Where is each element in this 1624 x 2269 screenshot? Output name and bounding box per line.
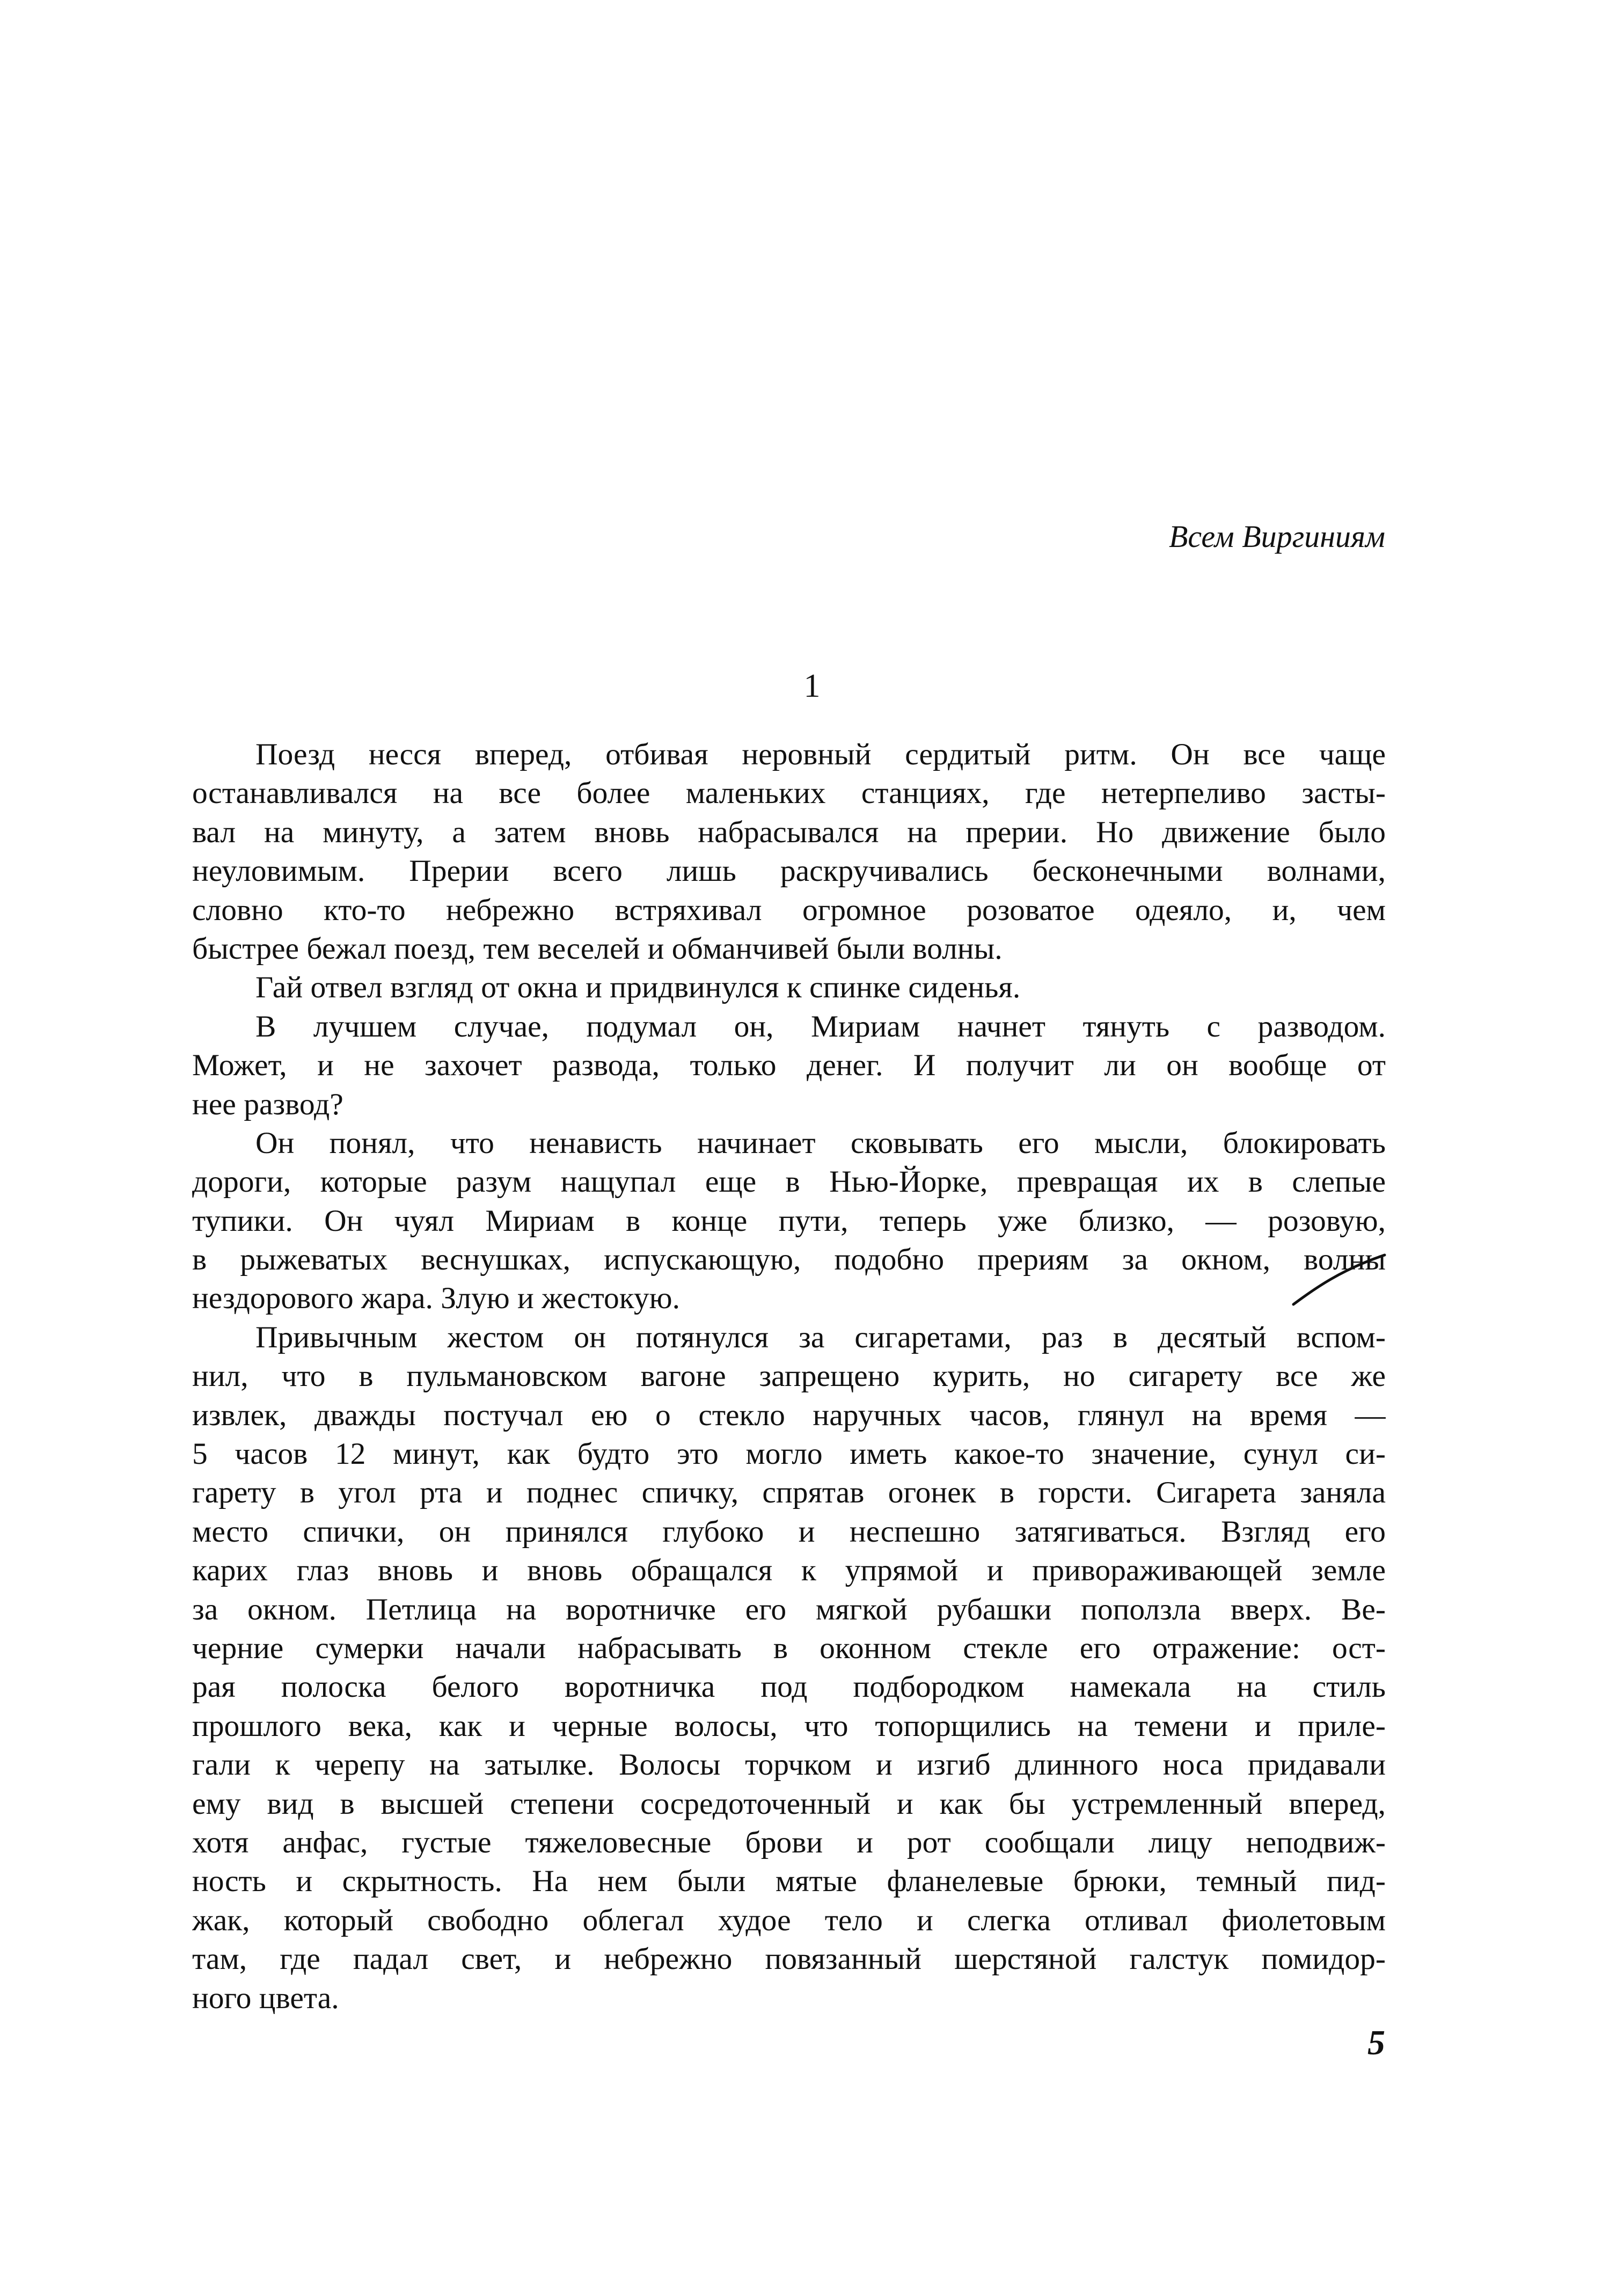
text-line: место спички, он принялся глубоко и неспешно затягиваться. Взгляд его <box>192 1514 1386 1549</box>
text-line: нил, что в пульмановском вагоне запрещено курить, но сигарету все же <box>192 1359 1386 1393</box>
text-line: прошлого века, как и черные волосы, что топорщились на темени и приле- <box>192 1709 1386 1743</box>
paragraph <box>192 968 1386 1007</box>
text-line: жак, который свободно облегал худое тело и слегка отливал фиолетовым <box>192 1903 1386 1937</box>
paragraph <box>192 1124 1386 1318</box>
text-line: рая полоска белого воротничка под подбородком намекала на стиль <box>192 1670 1386 1704</box>
text-line: В лучшем случае, подумал он, Мириам начнет тянуть с разводом. <box>255 1009 1386 1044</box>
text-line: ность и скрытность. На нем были мятые фланелевые брюки, темный пид- <box>192 1864 1386 1899</box>
text-line: словно кто-то небрежно встряхивал огромное розоватое одеяло, и, чем <box>192 893 1386 927</box>
text-line: ного цвета. <box>192 1981 339 2015</box>
text-line: гали к черепу на затылке. Волосы торчком и изгиб длинного носа придавали <box>192 1748 1386 1782</box>
text-line: быстрее бежал поезд, тем веселей и обманчивей были волны. <box>192 931 1003 966</box>
text-line: дороги, которые разум нащупал еще в Нью-Йорке, превращая их в слепые <box>192 1165 1386 1199</box>
text-line: 5 часов 12 минут, как будто это могло иметь какое-то значение, сунул си- <box>192 1437 1386 1471</box>
body-text <box>192 735 1386 2018</box>
text-line: за окном. Петлица на воротничке его мягкой рубашки поползла вверх. Ве- <box>192 1592 1386 1626</box>
text-line: гарету в угол рта и поднес спичку, спрятав огонек в горсти. Сигарета заняла <box>192 1476 1386 1510</box>
text-line: тупики. Он чуял Мириам в конце пути, теперь уже близко, — розовую, <box>192 1203 1386 1238</box>
text-line: неуловимым. Прерии всего лишь раскручивались бесконечными волнами, <box>192 854 1386 888</box>
page-number: 5 <box>1367 2023 1385 2062</box>
text-line: хотя анфас, густые тяжеловесные брови и рот сообщали лицу неподвиж- <box>192 1825 1386 1859</box>
text-line: останавливался на все более маленьких станциях, где нетерпеливо засты- <box>192 776 1386 811</box>
paragraph <box>192 1318 1386 2018</box>
text-line: ему вид в высшей степени сосредоточенный и как бы устремленный вперед, <box>192 1786 1386 1821</box>
text-line: нее развод? <box>192 1087 343 1121</box>
text-line: там, где падал свет, и небрежно повязанный шерстяной галстук помидор- <box>192 1942 1386 1976</box>
text-line: Поезд несся вперед, отбивая неровный сердитый ритм. Он все чаще <box>255 738 1386 771</box>
text-line: нездорового жара. Злую и жестокую. <box>192 1281 680 1316</box>
paragraph <box>192 735 1386 968</box>
paragraph <box>192 1008 1386 1124</box>
text-line: карих глаз вновь и вновь обращался к упрямой и привораживающей земле <box>192 1553 1386 1588</box>
text-line: вал на минуту, а затем вновь набрасывался на прерии. Но движение было <box>192 815 1386 849</box>
text-line: Привычным жестом он потянулся за сигаретами, раз в десятый вспом- <box>255 1320 1386 1354</box>
text-line: Гай отвел взгляд от окна и придвинулся к спинке сиденья. <box>255 971 1021 1005</box>
text-line: Он понял, что ненависть начинает сковывать его мысли, блокировать <box>255 1126 1386 1160</box>
text-line: извлек, дважды постучал ею о стекло наручных часов, глянул на время — <box>192 1398 1386 1432</box>
text-line: Может, и не захочет развода, только денег. И получит ли он вообще от <box>192 1048 1386 1083</box>
dedication: Всем Виргиниям <box>1168 519 1385 554</box>
text-line: в рыжеватых веснушках, испускающую, подобно прериям за окном, волны <box>192 1243 1386 1277</box>
chapter-number: 1 <box>803 668 821 704</box>
text-line: черние сумерки начали набрасывать в оконном стекле его отражение: ост- <box>192 1631 1386 1665</box>
